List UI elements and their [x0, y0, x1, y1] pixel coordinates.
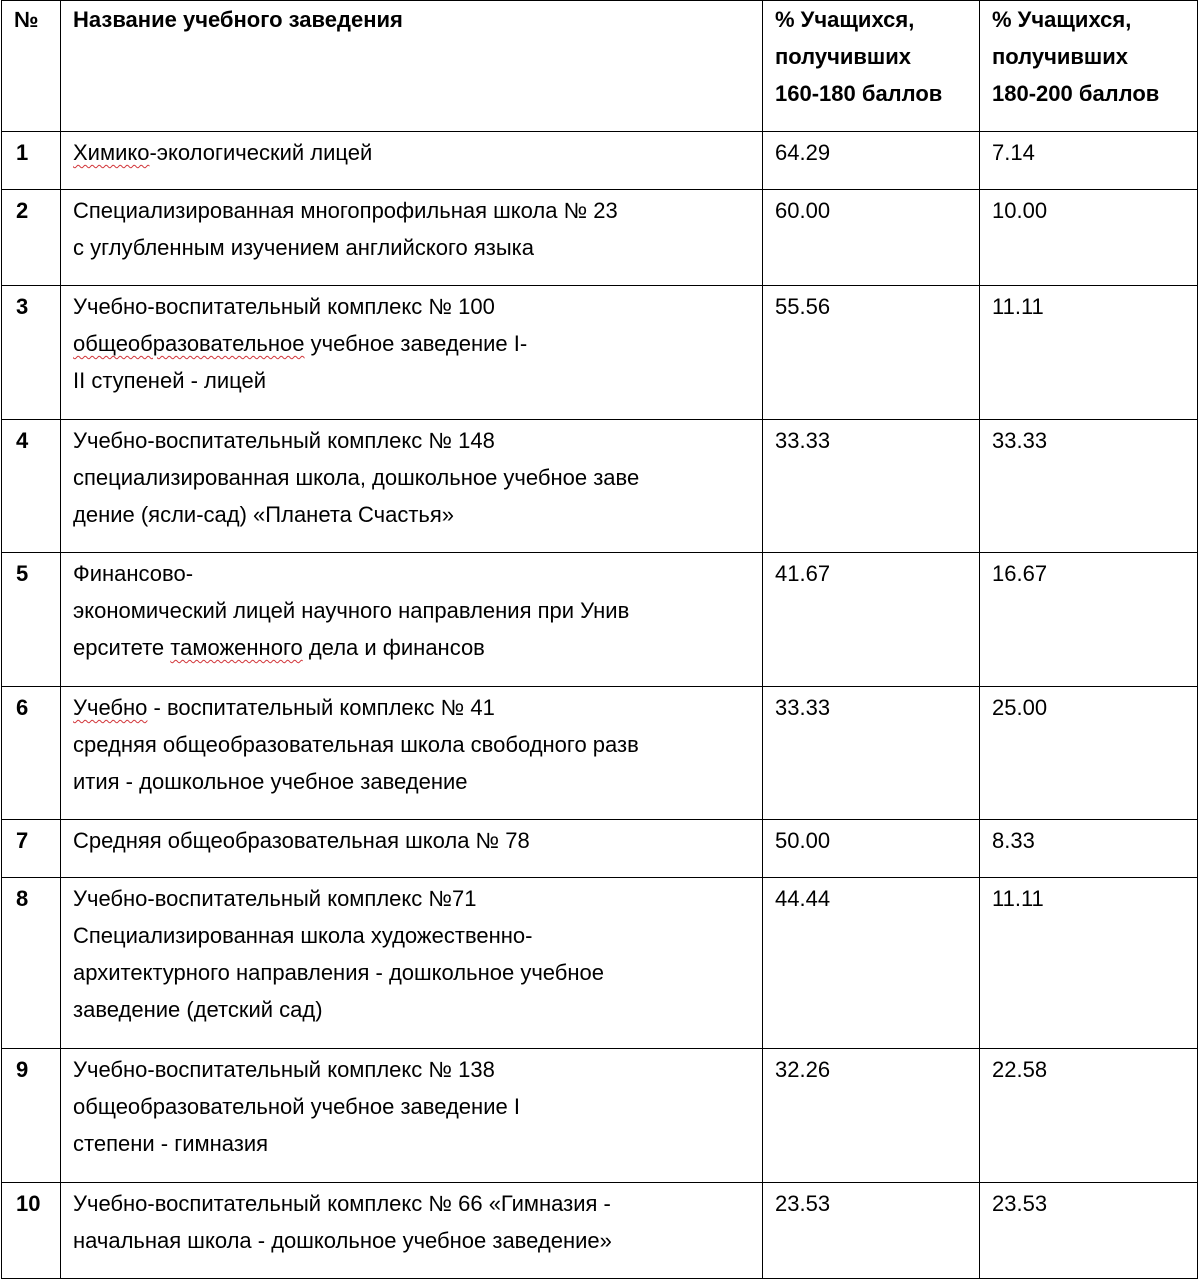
row-school-name: Финансово- экономический лицей научного направления при Унив ерситете таможенного дела и финансов [61, 553, 763, 687]
table-row [2, 553, 1198, 687]
table-row [2, 286, 1198, 420]
row-school-name: Специализированная многопрофильная школа № 23 с углубленным изучением английского языка [61, 190, 763, 286]
table-row [2, 1183, 1198, 1279]
row-num: 7 [2, 820, 61, 878]
row-percent-180-200: 22.58 [980, 1049, 1198, 1183]
row-percent-160-180: 23.53 [763, 1183, 980, 1279]
table-row [2, 132, 1198, 190]
row-num: 3 [2, 286, 61, 420]
row-percent-160-180: 33.33 [763, 420, 980, 553]
row-percent-180-200: 10.00 [980, 190, 1198, 286]
header-num: № [2, 1, 61, 132]
row-percent-180-200: 16.67 [980, 553, 1198, 687]
row-school-name: Средняя общеобразовательная школа № 78 [61, 820, 763, 878]
row-percent-180-200: 33.33 [980, 420, 1198, 553]
table-row [2, 420, 1198, 553]
row-school-name: Учебно-воспитательный комплекс №71 Специализированная школа художественно- архитектурного направления - дошкольное учебное заведение (детский сад) [61, 878, 763, 1049]
schools-results-table [1, 0, 1198, 1279]
spellcheck-underline: Химико [73, 140, 150, 165]
row-percent-180-200: 23.53 [980, 1183, 1198, 1279]
table-row [2, 190, 1198, 286]
header-160-180: % Учащихся, получивших 160-180 баллов [763, 1, 980, 132]
header-row [2, 1, 1198, 132]
row-percent-160-180: 50.00 [763, 820, 980, 878]
table-row [2, 820, 1198, 878]
row-percent-160-180: 32.26 [763, 1049, 980, 1183]
row-num: 10 [2, 1183, 61, 1279]
row-school-name: Учебно-воспитательный комплекс № 138 общеобразовательной учебное заведение I степени - гимназия [61, 1049, 763, 1183]
row-percent-160-180: 55.56 [763, 286, 980, 420]
row-num: 2 [2, 190, 61, 286]
table-row [2, 687, 1198, 820]
row-school-name: Учебно - воспитательный комплекс № 41 средняя общеобразовательная школа свободного разв ития - дошкольное учебное заведение [61, 687, 763, 820]
row-percent-180-200: 11.11 [980, 878, 1198, 1049]
spellcheck-underline: общеобразовательное [73, 331, 305, 356]
row-num: 8 [2, 878, 61, 1049]
row-num: 6 [2, 687, 61, 820]
row-percent-160-180: 60.00 [763, 190, 980, 286]
row-percent-180-200: 25.00 [980, 687, 1198, 820]
row-percent-180-200: 7.14 [980, 132, 1198, 190]
spellcheck-underline: таможенного [170, 635, 303, 660]
row-num: 5 [2, 553, 61, 687]
spellcheck-underline: Учебно [73, 695, 148, 720]
row-percent-160-180: 64.29 [763, 132, 980, 190]
row-percent-160-180: 33.33 [763, 687, 980, 820]
table-row [2, 1049, 1198, 1183]
row-percent-160-180: 44.44 [763, 878, 980, 1049]
row-num: 9 [2, 1049, 61, 1183]
table-row [2, 878, 1198, 1049]
header-180-200: % Учащихся, получивших 180-200 баллов [980, 1, 1198, 132]
row-school-name: Химико-экологический лицей [61, 132, 763, 190]
row-percent-180-200: 8.33 [980, 820, 1198, 878]
row-percent-160-180: 41.67 [763, 553, 980, 687]
row-num: 4 [2, 420, 61, 553]
header-name: Название учебного заведения [61, 1, 763, 132]
row-school-name: Учебно-воспитательный комплекс № 66 «Гимназия - начальная школа - дошкольное учебное заведение» [61, 1183, 763, 1279]
row-school-name: Учебно-воспитательный комплекс № 100 общеобразовательное учебное заведение I- II ступеней - лицей [61, 286, 763, 420]
row-num: 1 [2, 132, 61, 190]
row-percent-180-200: 11.11 [980, 286, 1198, 420]
row-school-name: Учебно-воспитательный комплекс № 148 специализированная школа, дошкольное учебное заве дение (ясли-сад) «Планета Счастья» [61, 420, 763, 553]
